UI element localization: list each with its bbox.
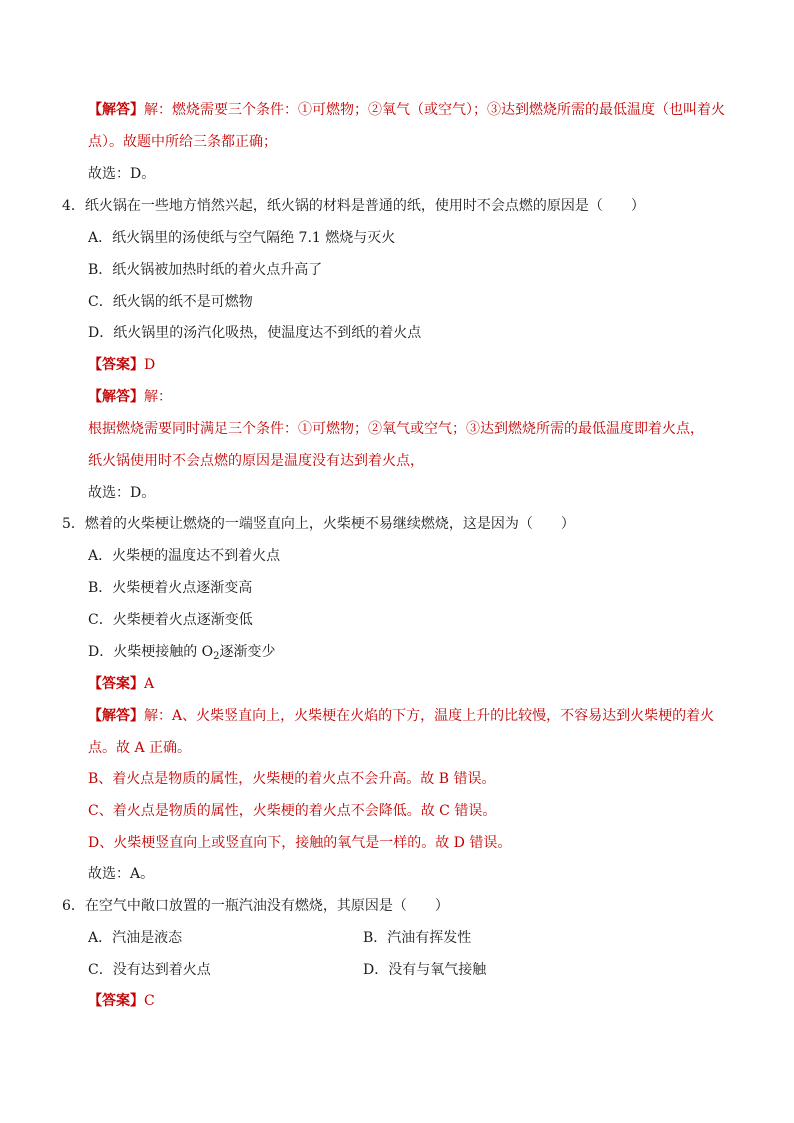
- q5-stem: 5．燃着的火柴梗让燃烧的一端竖直向上，火柴梗不易继续燃烧，这是因为（ ）: [62, 516, 575, 532]
- q4-answer: 【答案】D: [88, 357, 156, 373]
- q5-analysis-line3: B、着火点是物质的属性，火柴梗的着火点不会升高。故 B 错误。: [88, 771, 496, 787]
- q4-analysis-line1: 根据燃烧需要同时满足三个条件：①可燃物；②氧气或空气；③达到燃烧所需的最低温度即着火点，: [88, 421, 704, 437]
- q5-option-b: B．火柴梗着火点逐渐变高: [88, 580, 253, 596]
- q6-option-b: B．汽油有挥发性: [363, 930, 472, 946]
- q6-stem: 6．在空气中敞口放置的一瓶汽油没有燃烧，其原因是（ ）: [62, 898, 449, 914]
- q5-option-d: D．火柴梗接触的 $O_2$逐渐变少: [88, 644, 276, 662]
- q4-analysis-header: 【解答】解：: [88, 389, 172, 405]
- intro-analysis-line2: 点）。故题中所给三条都正确；: [88, 134, 277, 150]
- q5-analysis-line5: D、火柴梗竖直向上或竖直向下，接触的氧气是一样的。故 D 错误。: [88, 835, 512, 851]
- q5-option-a: A．火柴梗的温度达不到着火点: [88, 548, 281, 564]
- q6-option-c: C．没有达到着火点: [88, 962, 211, 978]
- q4-option-d: D．纸火锅里的汤汽化吸热，使温度达不到纸的着火点: [88, 325, 422, 341]
- q6-option-d: D．没有与氧气接触: [363, 962, 487, 978]
- q5-analysis-line4: C、着火点是物质的属性，火柴梗的着火点不会降低。故 C 错误。: [88, 803, 497, 819]
- intro-conclusion: 故选：D。: [88, 166, 156, 182]
- q4-analysis-line2: 纸火锅使用时不会点燃的原因是温度没有达到着火点，: [88, 453, 424, 469]
- q6-option-a: A．汽油是液态: [88, 930, 183, 946]
- q4-option-b: B．纸火锅被加热时纸的着火点升高了: [88, 262, 323, 278]
- q6-answer: 【答案】C: [88, 993, 155, 1009]
- q5-conclusion: 故选：A。: [88, 866, 155, 882]
- q4-conclusion: 故选：D。: [88, 485, 156, 501]
- q4-stem: 4．纸火锅在一些地方悄然兴起，纸火锅的材料是普通的纸，使用时不会点燃的原因是（ ）: [62, 198, 645, 214]
- q5-answer: 【答案】A: [88, 676, 155, 692]
- q4-option-c: C．纸火锅的纸不是可燃物: [88, 294, 253, 310]
- intro-analysis-line1: 【解答】解：燃烧需要三个条件：①可燃物；②氧气（或空气）；③达到燃烧所需的最低温度（也叫着火: [88, 102, 725, 118]
- q5-analysis-line1: 【解答】解：A、火柴竖直向上，火柴梗在火焰的下方，温度上升的比较慢，不容易达到火柴梗的着火: [88, 708, 715, 724]
- q4-option-a: A．纸火锅里的汤使纸与空气隔绝 7.1 燃烧与灭火: [88, 230, 396, 246]
- analysis-tag: 【解答】: [88, 102, 144, 118]
- q5-analysis-line2: 点。故 A 正确。: [88, 740, 192, 756]
- q5-option-c: C．火柴梗着火点逐渐变低: [88, 612, 253, 628]
